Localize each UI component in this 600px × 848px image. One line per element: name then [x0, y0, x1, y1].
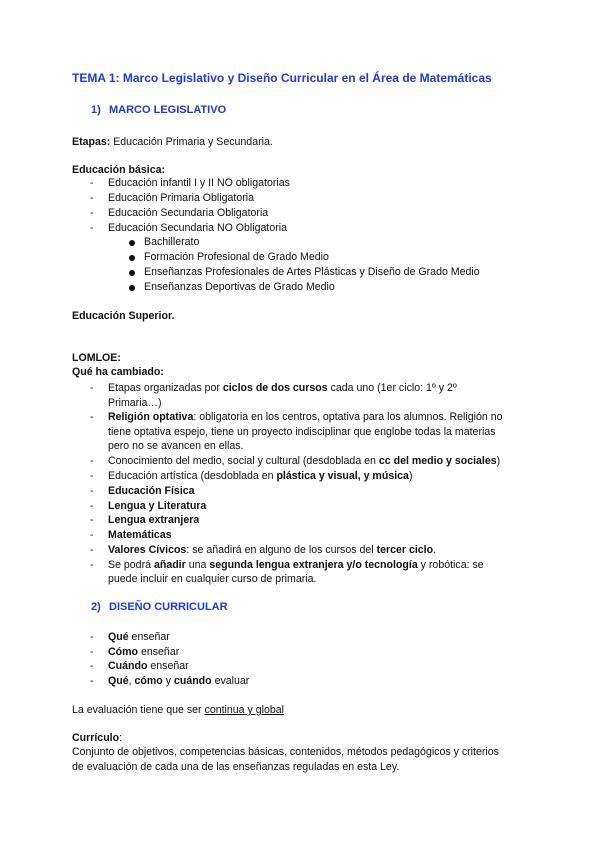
list-dash: - [90, 660, 94, 672]
evaluacion-line [72, 704, 284, 717]
text-run-bold: Qué [108, 631, 129, 643]
list-dash: - [90, 646, 94, 658]
text-run-bold: Valores Cívicos [108, 544, 187, 556]
cambiado-label: Qué ha cambiado: [72, 366, 164, 378]
change-item [108, 559, 484, 572]
curriculo-definition: Conjunto de objetivos, competencias básicas, contenidos, métodos pedagógicos y criterios [72, 746, 499, 758]
text-run-bold: plástica y visual, y música [276, 470, 409, 482]
text-run-bold: Cuándo [108, 660, 148, 672]
no-obligatoria-item: Enseñanzas Profesionales de Artes Plásticas y Diseño de Grado Medio [144, 266, 480, 278]
curriculo-label: Currículo [72, 732, 120, 744]
text-run-bold: añadir [153, 559, 186, 571]
text-run: : [119, 732, 123, 744]
list-dash: - [90, 514, 94, 526]
text-run-bold: cuándo [173, 675, 212, 687]
etapas-line [72, 136, 273, 149]
change-item [108, 470, 412, 483]
change-item-cont: pero no se avancen en ellas. [108, 440, 244, 452]
change-item: Matemáticas [108, 529, 172, 541]
section-1-heading: MARCO LEGISLATIVO [109, 104, 227, 116]
text-run: Educación artística (desdoblada en [108, 470, 277, 482]
text-run: Conocimiento del medio, social y cultural (desdoblada en [108, 455, 379, 467]
text-run: Etapas organizadas por [108, 382, 223, 394]
list-dash: - [90, 500, 94, 512]
bullet-icon [129, 285, 135, 291]
bullet-icon [129, 240, 135, 246]
text-run: enseñar [128, 631, 170, 643]
text-run: : se añadirá en alguno de los cursos del [186, 544, 377, 556]
curricular-item [108, 631, 170, 644]
bullet-icon [129, 270, 135, 276]
no-obligatoria-item: Enseñanzas Deportivas de Grado Medio [144, 281, 335, 293]
text-run-bold: tercer ciclo [376, 544, 434, 556]
text-run: y [162, 675, 174, 687]
superior-label: Educación Superior. [72, 310, 175, 322]
curriculo-definition: de evaluación de cada una de las enseñanzas reguladas en esta Ley. [72, 761, 400, 773]
list-dash: - [90, 455, 94, 467]
change-item-cont: puede incluir en cualquier curso de primaria. [108, 573, 317, 585]
lomloe-label: LOMLOE: [72, 352, 121, 364]
list-dash: - [90, 207, 94, 219]
text-run: . [433, 544, 437, 556]
text-run: enseñar [147, 660, 189, 672]
change-item-cont: Primaria…) [108, 397, 162, 409]
text-run-underlined: continua y global [204, 704, 285, 716]
curricular-item [108, 660, 189, 673]
etapas-label: Etapas: [72, 136, 111, 148]
curricular-item [108, 646, 179, 659]
list-dash: - [90, 544, 94, 556]
basica-item: Educación Secundaria NO Obligatoria [108, 222, 288, 234]
change-item: Lengua y Literatura [108, 500, 207, 512]
list-dash: - [90, 382, 94, 394]
text-run-bold: ciclos de dos cursos [222, 382, 328, 394]
list-dash: - [90, 192, 94, 204]
text-run: La evaluación tiene que ser [72, 704, 205, 716]
text-run-bold: Cómo [108, 646, 139, 658]
list-dash: - [90, 529, 94, 541]
text-run: enseñar [138, 646, 180, 658]
text-run: evaluar [211, 675, 250, 687]
list-dash: - [90, 485, 94, 497]
change-item [108, 411, 503, 424]
etapas-text: Educación Primaria y Secundaria. [110, 136, 273, 148]
text-run-bold: cómo [134, 675, 163, 687]
text-run: y robótica: se [417, 559, 484, 571]
list-dash: - [90, 177, 94, 189]
change-item: Lengua extranjera [108, 514, 200, 526]
bullet-icon [129, 255, 135, 261]
text-run: ) [496, 455, 501, 467]
change-item-cont: tiene optativa espejo, tiene un proyecto indisciplinar que englobe todas la materias [108, 426, 496, 438]
list-dash: - [90, 559, 94, 571]
section-2-number: 2) [91, 601, 101, 613]
change-item [108, 455, 500, 468]
list-dash: - [90, 411, 94, 423]
change-item [108, 382, 457, 395]
document-title: TEMA 1: Marco Legislativo y Diseño Curricular en el Área de Matemáticas [72, 71, 492, 85]
curriculo-heading [72, 732, 122, 745]
text-run: Se podrá [108, 559, 154, 571]
text-run: una [185, 559, 210, 571]
text-run-bold: Religión optativa [108, 411, 194, 423]
text-run: ) [408, 470, 413, 482]
change-item: Educación Física [108, 485, 195, 497]
basica-item: Educación infantil I y II NO obligatorias [108, 177, 290, 189]
text-run-bold: segunda lengua extranjera y/o tecnología [209, 559, 418, 571]
change-item [108, 544, 436, 557]
basica-item: Educación Secundaria Obligatoria [108, 207, 269, 219]
no-obligatoria-item: Bachillerato [144, 236, 200, 248]
list-dash: - [90, 222, 94, 234]
text-run: , [128, 675, 135, 687]
section-2-heading: DISEÑO CURRICULAR [109, 601, 228, 613]
text-run: cada uno (1er ciclo: 1º y 2º [327, 382, 457, 394]
text-run-bold: cc del medio y sociales [378, 455, 497, 467]
list-dash: - [90, 631, 94, 643]
list-dash: - [90, 470, 94, 482]
list-dash: - [90, 675, 94, 687]
curricular-item [108, 675, 249, 688]
text-run: : obligatoria en los centros, optativa para los alumnos. Religión no [193, 411, 503, 423]
basica-item: Educación Primaria Obligatoria [108, 192, 255, 204]
no-obligatoria-item: Formación Profesional de Grado Medio [144, 251, 329, 263]
text-run-bold: Qué [108, 675, 129, 687]
basica-label: Educación básica: [72, 164, 166, 176]
section-1-number: 1) [91, 104, 101, 116]
